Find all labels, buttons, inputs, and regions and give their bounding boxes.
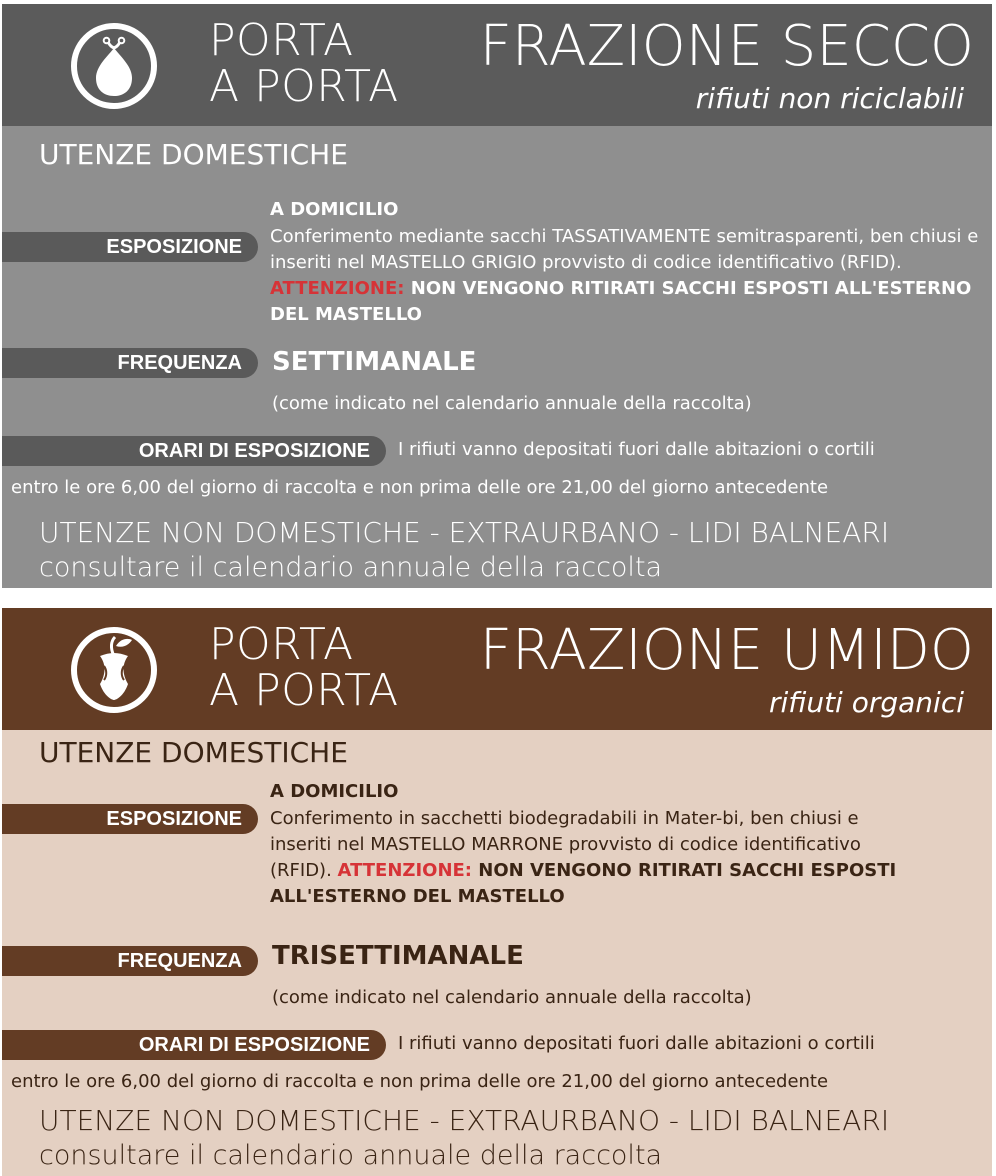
secco-header xyxy=(2,4,992,126)
frequenza-note: (come indicato nel calendario annuale della raccolta) xyxy=(272,987,752,1008)
utenze-domestiche-heading: UTENZE DOMESTICHE xyxy=(39,138,348,171)
secco-body xyxy=(2,126,992,588)
page-subtitle: rifiuti organici xyxy=(768,686,964,719)
porta-line1: PORTA xyxy=(209,619,354,670)
domicilio-label: A DOMICILIO xyxy=(270,199,399,220)
card-frazione-secco xyxy=(2,4,992,588)
consultare-text: consultare il calendario annuale della raccolta xyxy=(39,552,663,583)
porta-line2: A PORTA xyxy=(209,61,399,112)
porta-a-porta-label xyxy=(209,15,399,112)
consultare-text: consultare il calendario annuale della raccolta xyxy=(39,1140,663,1171)
esposizione-tag: ESPOSIZIONE xyxy=(2,804,258,834)
card-frazione-umido xyxy=(2,608,992,1176)
umido-header xyxy=(2,608,992,730)
frequenza-tag: FREQUENZA xyxy=(2,946,258,976)
orari-text-line2: entro le ore 6,00 del giorno di raccolta e non prima delle ore 21,00 del giorno antecedente xyxy=(11,1071,829,1092)
esposizione-desc: Conferimento in sacchetti biodegradabili in Mater-bi, ben chiusi e inseriti nel MASTELLO MARRONE provvisto di codice identificativo (RFID). xyxy=(270,808,861,881)
esposizione-text xyxy=(270,224,982,328)
page-subtitle: rifiuti non riciclabili xyxy=(695,82,964,115)
frequenza-value: SETTIMANALE xyxy=(272,347,477,377)
esposizione-text xyxy=(270,806,910,910)
esposizione-tag: ESPOSIZIONE xyxy=(2,232,258,262)
domicilio-label: A DOMICILIO xyxy=(270,781,399,802)
utenze-domestiche-heading: UTENZE DOMESTICHE xyxy=(39,736,348,769)
orari-tag: ORARI DI ESPOSIZIONE xyxy=(2,436,386,466)
esposizione-desc: Conferimento mediante sacchi TASSATIVAMENTE semitrasparenti, ben chiusi e inseriti nel MASTELLO GRIGIO provvisto di codice identificativo (RFID). xyxy=(270,226,979,273)
apple-core-icon xyxy=(70,626,158,714)
attenzione-label: ATTENZIONE: xyxy=(270,278,405,299)
trash-bag-icon xyxy=(70,22,158,110)
porta-line2: A PORTA xyxy=(209,665,399,716)
porta-a-porta-label xyxy=(209,619,399,716)
page-title: FRAZIONE SECCO xyxy=(479,14,974,79)
frequenza-note: (come indicato nel calendario annuale della raccolta) xyxy=(272,393,752,414)
umido-body xyxy=(2,730,992,1176)
porta-line1: PORTA xyxy=(209,15,354,66)
orari-text-line2: entro le ore 6,00 del giorno di raccolta e non prima delle ore 21,00 del giorno antecedente xyxy=(11,477,829,498)
attenzione-label: ATTENZIONE: xyxy=(337,860,473,881)
frequenza-tag: FREQUENZA xyxy=(2,348,258,378)
frequenza-value: TRISETTIMANALE xyxy=(272,941,524,971)
page-title: FRAZIONE UMIDO xyxy=(479,618,974,683)
warning-text: NON VENGONO RITIRATI SACCHI ESPOSTI ALL'ESTERNO DEL MASTELLO xyxy=(270,860,897,907)
orari-text-line1: I rifiuti vanno depositati fuori dalle abitazioni o cortili xyxy=(398,439,875,460)
non-domestiche-heading: UTENZE NON DOMESTICHE - EXTRAURBANO - LIDI BALNEARI xyxy=(39,516,890,549)
orari-text-line1: I rifiuti vanno depositati fuori dalle abitazioni o cortili xyxy=(398,1033,875,1054)
non-domestiche-heading: UTENZE NON DOMESTICHE - EXTRAURBANO - LIDI BALNEARI xyxy=(39,1104,890,1137)
orari-tag: ORARI DI ESPOSIZIONE xyxy=(2,1030,386,1060)
warning-text: NON VENGONO RITIRATI SACCHI ESPOSTI ALL'ESTERNO DEL MASTELLO xyxy=(270,278,972,325)
